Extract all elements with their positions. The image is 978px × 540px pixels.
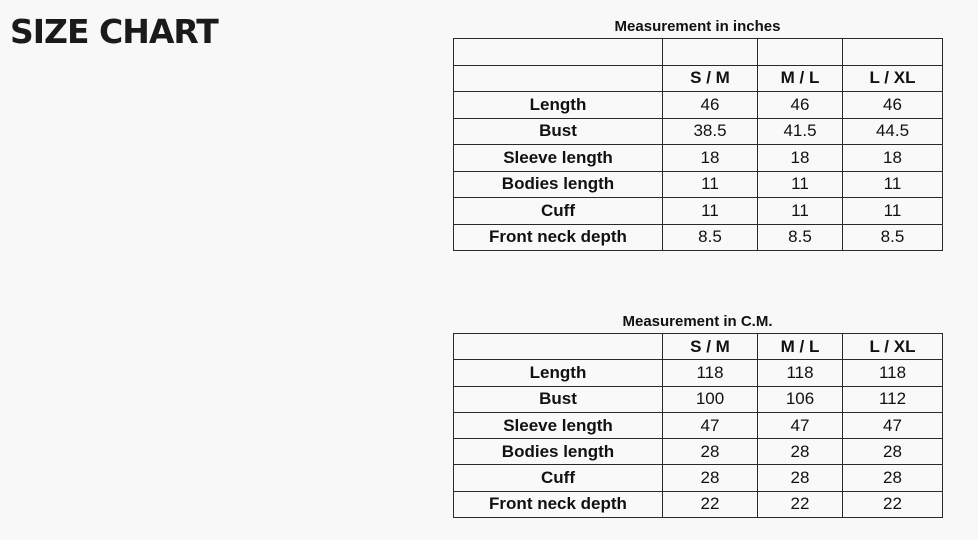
column-header-m-l: M / L xyxy=(758,334,843,360)
table-row xyxy=(454,118,943,145)
table-cell: 118 xyxy=(758,360,843,386)
table-cell: 22 xyxy=(663,491,758,517)
table-cell: 47 xyxy=(758,412,843,438)
table-cell: 11 xyxy=(843,171,943,198)
row-label: Cuff xyxy=(454,465,663,491)
inches-table-caption: Measurement in inches xyxy=(614,18,781,35)
table-row xyxy=(454,92,943,119)
table-cell: 22 xyxy=(843,491,943,517)
header-row xyxy=(454,334,943,360)
table-cell: 28 xyxy=(663,465,758,491)
table-cell: 28 xyxy=(758,465,843,491)
size-table-cm xyxy=(453,333,943,518)
table-cell: 38.5 xyxy=(663,118,758,145)
table-cell: 112 xyxy=(843,386,943,412)
table-cell: 46 xyxy=(663,92,758,119)
table-cell: 11 xyxy=(663,171,758,198)
table-cell: 8.5 xyxy=(663,224,758,251)
table-cell: 47 xyxy=(663,412,758,438)
row-label: Front neck depth xyxy=(454,491,663,517)
table-row xyxy=(454,224,943,251)
row-label: Bust xyxy=(454,118,663,145)
table-cell: 11 xyxy=(758,171,843,198)
table-row xyxy=(454,439,943,465)
table-cell: 47 xyxy=(843,412,943,438)
row-label: Front neck depth xyxy=(454,224,663,251)
column-header-s-m: S / M xyxy=(663,65,758,92)
table-cell: 22 xyxy=(758,491,843,517)
table-row xyxy=(454,465,943,491)
table-cell: 46 xyxy=(758,92,843,119)
column-header-l-xl: L / XL xyxy=(843,334,943,360)
column-header-label xyxy=(454,334,663,360)
table-cell: 28 xyxy=(843,439,943,465)
table-cell: 8.5 xyxy=(843,224,943,251)
table-cell: 100 xyxy=(663,386,758,412)
blank-row xyxy=(454,39,943,66)
table-cell: 41.5 xyxy=(758,118,843,145)
header-row xyxy=(454,65,943,92)
table-cell: 18 xyxy=(663,145,758,172)
table-cell: 46 xyxy=(843,92,943,119)
cm-table-caption: Measurement in C.M. xyxy=(622,313,773,330)
table-cell: 118 xyxy=(843,360,943,386)
table-cell: 106 xyxy=(758,386,843,412)
table-cell: 11 xyxy=(663,198,758,225)
row-label: Cuff xyxy=(454,198,663,225)
blank-cell xyxy=(843,39,943,66)
table-row xyxy=(454,386,943,412)
column-header-s-m: S / M xyxy=(663,334,758,360)
blank-cell xyxy=(758,39,843,66)
table-row xyxy=(454,198,943,225)
table-cell: 118 xyxy=(663,360,758,386)
blank-cell xyxy=(454,39,663,66)
row-label: Bodies length xyxy=(454,439,663,465)
page-title: SIZE CHART xyxy=(10,12,218,51)
table-row xyxy=(454,171,943,198)
column-header-label xyxy=(454,65,663,92)
table-cell: 28 xyxy=(663,439,758,465)
table-cell: 11 xyxy=(758,198,843,225)
table-row xyxy=(454,360,943,386)
size-table-inches xyxy=(453,38,943,251)
table-cell: 11 xyxy=(843,198,943,225)
column-header-l-xl: L / XL xyxy=(843,65,943,92)
blank-cell xyxy=(663,39,758,66)
row-label: Length xyxy=(454,92,663,119)
table-cell: 44.5 xyxy=(843,118,943,145)
table-cell: 18 xyxy=(758,145,843,172)
table-cell: 8.5 xyxy=(758,224,843,251)
row-label: Length xyxy=(454,360,663,386)
row-label: Bodies length xyxy=(454,171,663,198)
table-cell: 28 xyxy=(843,465,943,491)
column-header-m-l: M / L xyxy=(758,65,843,92)
table-cell: 18 xyxy=(843,145,943,172)
table-cell: 28 xyxy=(758,439,843,465)
row-label: Sleeve length xyxy=(454,412,663,438)
row-label: Sleeve length xyxy=(454,145,663,172)
table-row xyxy=(454,491,943,517)
table-row xyxy=(454,412,943,438)
table-row xyxy=(454,145,943,172)
row-label: Bust xyxy=(454,386,663,412)
